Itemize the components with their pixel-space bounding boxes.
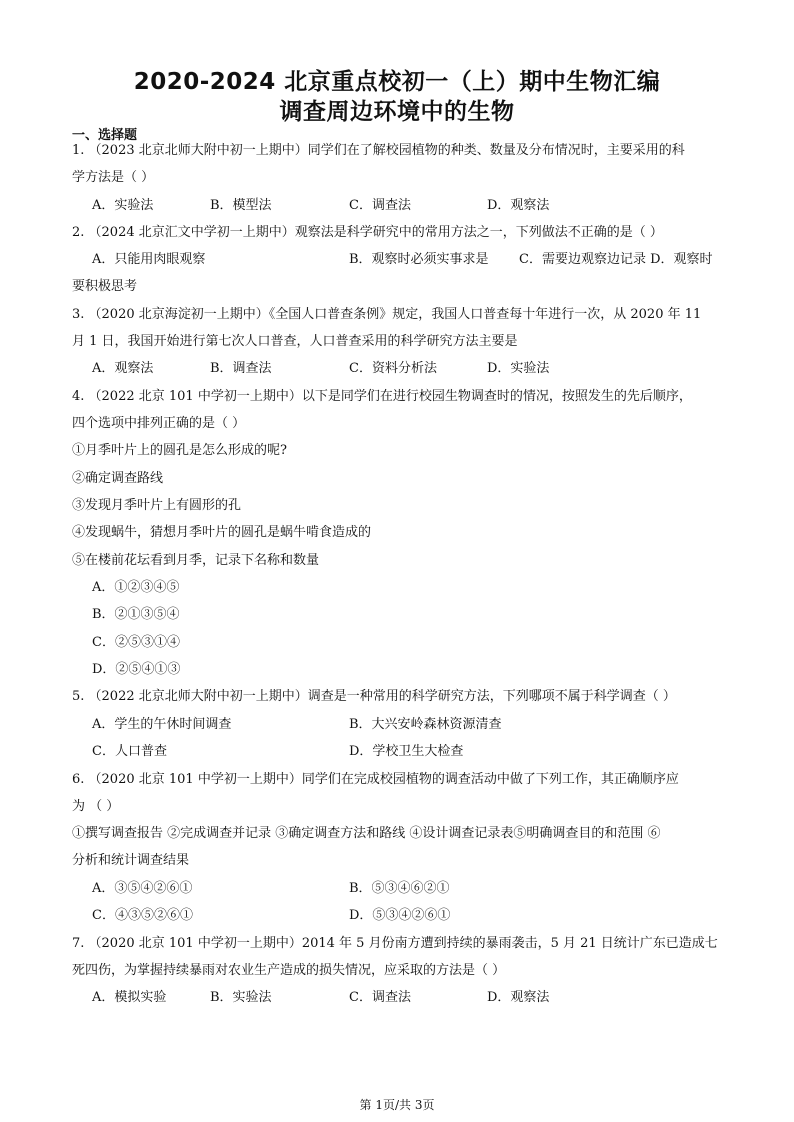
question-6-steps: ①撰写调查报告 ②完成调查并记录 ③确定调查方法和路线 ④设计调查记录表⑤明确调查目的和范围 ⑥	[72, 826, 661, 841]
question-3-stem-cont: 月 1 日，我国开始进行第七次人口普查，人口普查采用的科学研究方法主要是	[72, 334, 518, 349]
question-1-stem: 1. （2023 北京北师大附中初一上期中）同学们在了解校园植物的种类、数量及分布情况时，主要采用的科	[72, 143, 685, 158]
option-a[interactable]: A．学生的午休时间调查	[92, 717, 232, 732]
question-7-stem-cont: 死四伤，为掌握持续暴雨对农业生产造成的损失情况，应采取的方法是（ ）	[72, 963, 506, 978]
option-a[interactable]: A．③⑤④②⑥①	[92, 881, 193, 896]
question-4-stem-cont: 四个选项中排列正确的是（ ）	[72, 416, 246, 431]
option-d[interactable]: D．⑤③④②⑥①	[349, 908, 451, 923]
option-b[interactable]: B．⑤③④⑥②①	[349, 881, 450, 896]
option-d[interactable]: D．观察法	[487, 990, 550, 1005]
list-item: ⑤在楼前花坛看到月季，记录下名称和数量	[72, 553, 320, 568]
list-item: ③发现月季叶片上有圆形的孔	[72, 498, 242, 513]
option-d[interactable]: D．②⑤④①③	[92, 662, 181, 677]
option-b[interactable]: B．实验法	[210, 990, 272, 1005]
page-number: 第 1页/共 3页	[359, 1098, 435, 1112]
option-b[interactable]: B．调查法	[210, 361, 272, 376]
question-3-stem: 3. （2020 北京海淀初一上期中）《全国人口普查条例》规定，我国人口普查每十年进行一次，从 2020 年 11	[72, 307, 702, 322]
option-d[interactable]: D．学校卫生大检查	[349, 744, 464, 759]
section-heading: 一、选择题	[72, 128, 138, 143]
list-item: ④发现蜗牛，猜想月季叶片的圆孔是蜗牛啃食造成的	[72, 525, 372, 540]
option-c[interactable]: C．②⑤③①④	[92, 635, 180, 650]
option-c-d[interactable]: C．需要边观察边记录 D．观察时	[519, 252, 713, 267]
question-1-stem-cont: 学方法是（ ）	[72, 170, 155, 185]
list-item: ②确定调查路线	[72, 471, 164, 486]
option-c[interactable]: C．调查法	[349, 198, 411, 213]
list-item: ①月季叶片上的圆孔是怎么形成的呢?	[72, 443, 287, 458]
question-6-stem: 6. （2020 北京 101 中学初一上期中）同学们在完成校园植物的调查活动中做了下列工作，其正确顺序应	[72, 772, 679, 787]
option-d-cont: 要积极思考	[72, 279, 138, 294]
question-2-stem: 2. （2024 北京汇文中学初一上期中）观察法是科学研究中的常用方法之一，下列做法不正确的是（ ）	[72, 225, 663, 240]
option-a[interactable]: A．实验法	[92, 198, 154, 213]
option-c[interactable]: C．调查法	[349, 990, 411, 1005]
question-4-stem: 4. （2022 北京 101 中学初一上期中）以下是同学们在进行校园生物调查时的情况，按照发生的先后顺序，	[72, 389, 692, 404]
question-6-steps-cont: 分析和统计调查结果	[72, 853, 190, 868]
option-b[interactable]: B．②①③⑤④	[92, 607, 180, 622]
question-6-stem-cont: 为 （ ）	[72, 799, 120, 814]
option-b[interactable]: B．观察时必须实事求是	[349, 252, 489, 267]
option-c[interactable]: C．人口普查	[92, 744, 167, 759]
option-a[interactable]: A．①②③④⑤	[92, 580, 180, 595]
question-5-stem: 5. （2022 北京北师大附中初一上期中）调查是一种常用的科学研究方法，下列哪项不属于科学调查（ ）	[72, 689, 676, 704]
option-a[interactable]: A．模拟实验	[92, 990, 167, 1005]
option-c[interactable]: C．资料分析法	[349, 361, 437, 376]
option-d[interactable]: D．实验法	[487, 361, 550, 376]
document-title: 2020-2024 北京重点校初一（上）期中生物汇编	[133, 69, 661, 95]
option-a[interactable]: A．只能用肉眼观察	[92, 252, 206, 267]
option-c[interactable]: C．④③⑤②⑥①	[92, 908, 193, 923]
question-7-stem: 7. （2020 北京 101 中学初一上期中）2014 年 5 月份南方遭到持续的暴雨袭击，5 月 21 日统计广东已造成七	[72, 936, 718, 951]
option-b[interactable]: B．模型法	[210, 198, 272, 213]
option-b[interactable]: B．大兴安岭森林资源清查	[349, 717, 502, 732]
option-d[interactable]: D．观察法	[487, 198, 550, 213]
option-a[interactable]: A．观察法	[92, 361, 154, 376]
document-subtitle: 调查周边环境中的生物	[279, 99, 515, 125]
